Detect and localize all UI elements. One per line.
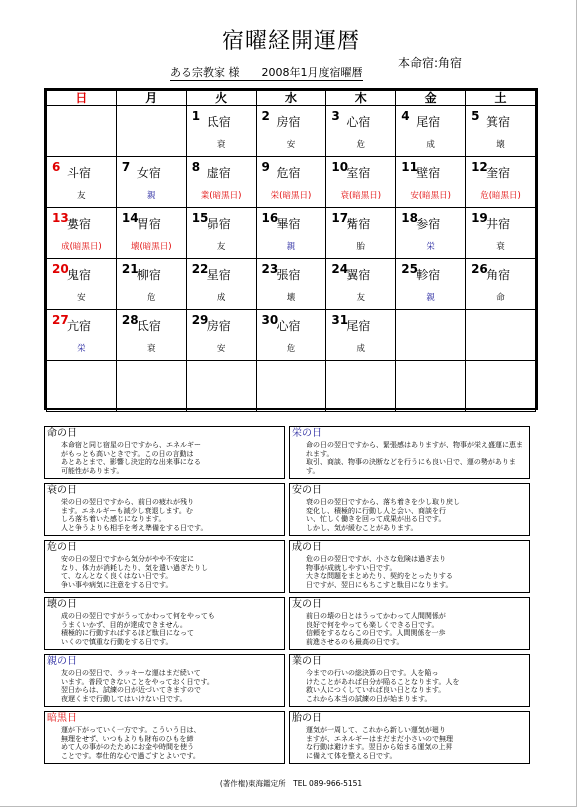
day-number: 5 — [471, 109, 480, 123]
mansion-name: 翼宿 — [346, 268, 371, 282]
day-number: 31 — [331, 313, 349, 327]
calendar-day-cell — [326, 310, 396, 361]
honmei-label: 本命宿:角宿 — [398, 56, 463, 70]
calendar-week — [47, 259, 536, 310]
calendar-week — [47, 208, 536, 259]
mansion-name: 畢宿 — [276, 217, 301, 231]
calendar-day-cell — [47, 361, 117, 412]
calendar-week — [47, 106, 536, 157]
day-fortune: 業(暗黒日) — [200, 191, 242, 201]
day-number: 30 — [261, 313, 279, 327]
day-number: 29 — [191, 313, 209, 327]
calendar-day-cell — [186, 157, 256, 208]
mansion-name: 箕宿 — [486, 115, 511, 129]
mansion-name: 胃宿 — [136, 217, 161, 231]
mansion-name: 軫宿 — [416, 268, 441, 282]
calendar-day-cell — [326, 208, 396, 259]
day-fortune: 成 — [216, 293, 226, 303]
day-number: 24 — [331, 262, 349, 276]
day-fortune: 壊 — [496, 140, 505, 150]
client-subtitle: ある宗教家 様 2008年1月度宿曜暦 — [170, 66, 363, 79]
legend-box — [44, 597, 285, 650]
day-fortune: 壊 — [286, 293, 296, 303]
legend-description: 命の日の翌日ですから、緊張感はありますが、物事が栄え盛運に恵まれます。 取引、商談、物事の決断などを行うにも良い日で、運の勢があります。 — [306, 441, 523, 475]
calendar-week — [47, 157, 536, 208]
calendar-day-cell — [466, 259, 536, 310]
day-fortune: 衰 — [216, 140, 226, 150]
day-number: 28 — [121, 313, 139, 327]
calendar-week — [47, 361, 536, 412]
legend-description: 友の日の翌日で、ラッキーな運はまだ続いて います。普段できないことをやっておく日です。 翌日からは、試練の日が近づいてきますので 夜遅くまで行動してはいけない日です。 — [61, 669, 214, 703]
legend-description: 本命宿と同じ宿星の日ですから、エネルギー がもっとも高いときです。この日の言動は あとあとまで、影響し決定的な出来事になる 可能性があります。 — [61, 441, 201, 475]
legend-box — [289, 540, 530, 593]
day-fortune: 衰(暗黒日) — [340, 191, 382, 201]
day-fortune: 胎 — [356, 242, 366, 252]
day-number: 8 — [191, 160, 201, 174]
legend-box — [44, 540, 285, 593]
legend-box — [289, 711, 530, 764]
calendar-day-cell — [396, 208, 466, 259]
day-fortune: 栄 — [77, 344, 86, 354]
day-fortune: 危(暗黒日) — [480, 191, 521, 201]
day-number: 3 — [331, 109, 340, 123]
day-fortune: 安 — [77, 293, 86, 303]
legend-title: 胎の日 — [292, 713, 322, 724]
day-number: 23 — [261, 262, 279, 276]
mansion-name: 井宿 — [486, 217, 511, 231]
legend-title: 壊の日 — [47, 599, 77, 610]
day-fortune: 友 — [356, 293, 366, 303]
day-number: 26 — [471, 262, 488, 276]
weekday-header: 土 — [466, 91, 536, 106]
day-fortune: 危 — [356, 140, 366, 150]
day-fortune: 命 — [496, 293, 505, 303]
calendar-day-cell — [47, 259, 117, 310]
legend-box — [44, 654, 285, 707]
mansion-name: 女宿 — [136, 166, 161, 180]
legend-title: 栄の日 — [292, 428, 322, 439]
day-number: 22 — [191, 262, 209, 276]
day-fortune: 親 — [426, 293, 435, 303]
mansion-name: 斗宿 — [67, 166, 92, 180]
calendar-day-cell — [396, 259, 466, 310]
day-fortune: 成(暗黒日) — [61, 242, 102, 252]
legend-box — [289, 483, 530, 536]
calendar-day-cell — [256, 157, 326, 208]
calendar-day-cell — [186, 208, 256, 259]
calendar-day-cell — [186, 106, 256, 157]
weekday-header: 水 — [256, 91, 326, 106]
calendar-day-cell — [466, 157, 536, 208]
day-number: 16 — [261, 211, 279, 225]
calendar-day-cell — [466, 208, 536, 259]
calendar-day-cell — [326, 259, 396, 310]
legend-title: 安の日 — [292, 485, 322, 496]
legend-title: 成の日 — [292, 542, 322, 553]
mansion-name: 角宿 — [486, 268, 511, 282]
legend-title: 親の日 — [47, 656, 77, 667]
day-number: 11 — [401, 160, 418, 174]
day-fortune: 安(暗黒日) — [410, 191, 451, 201]
calendar-day-cell — [396, 157, 466, 208]
mansion-name: 奎宿 — [486, 166, 511, 180]
day-number: 15 — [191, 211, 209, 225]
legend-box — [44, 483, 285, 536]
legend-description: 危の日の翌日ですが、小さな危険は過ぎ去り 物事が成就しやすい日です。 大きな問題をまとめたり、契約をとったりする 日ですが、翌日にもちこすと駄目になります。 — [306, 555, 453, 589]
calendar-day-cell — [186, 310, 256, 361]
day-fortune: 親 — [147, 191, 156, 201]
mansion-name: 参宿 — [416, 217, 441, 231]
mansion-name: 柳宿 — [136, 268, 161, 282]
calendar-grid — [44, 88, 538, 410]
day-fortune: 危 — [286, 344, 296, 354]
day-fortune: 親 — [286, 242, 296, 252]
day-fortune: 衰 — [147, 344, 156, 354]
mansion-name: 星宿 — [206, 268, 231, 282]
mansion-name: 張宿 — [276, 268, 301, 282]
legend-box — [44, 426, 285, 479]
day-fortune: 成 — [356, 344, 366, 354]
day-fortune: 栄 — [426, 242, 435, 252]
weekday-header: 月 — [116, 91, 186, 106]
legend-description: 前日の壊の日とはうってかわって人間関係が 良好で何をやっても楽しくできる日です。 信頼をするならこの日です。人間関係を一歩 前進させるのも最高の日です。 — [306, 612, 446, 646]
legend-title: 暗黒日 — [47, 713, 77, 724]
weekday-header: 火 — [186, 91, 256, 106]
legend-description: 運が下がっていく一方です。こういう日は、 無理をせず、いつもよりも財布のひもを締 めて人の事がのたためにお金や時間を使う ことです。奉仕的な心で過ごすとよいです。 — [61, 726, 201, 760]
day-number: 27 — [52, 313, 69, 327]
legend-title: 業の日 — [292, 656, 322, 667]
day-fortune: 壊(暗黒日) — [130, 242, 172, 252]
day-number: 14 — [121, 211, 139, 225]
day-number: 25 — [401, 262, 418, 276]
day-number: 4 — [401, 109, 410, 123]
legend-description: 今までの行いの総決算の日です。人を陥っ けたことがあれば自分が陥ることなります。人を 救い人につくしていれば良い日となります。 これから本当の試練の日が始まります。 — [306, 669, 460, 703]
calendar-day-cell — [396, 310, 466, 361]
calendar-day-cell — [116, 259, 186, 310]
day-fortune: 衰 — [496, 242, 505, 252]
weekday-header: 日 — [47, 91, 117, 106]
day-number: 6 — [52, 160, 61, 174]
legend-title: 衰の日 — [47, 485, 77, 496]
legend-description: 成の日の翌日ですがうってかわって何をやっても うまくいかず、目的が達成できません。 積極的に行動すればするほど駄目になって いくので慎重な行動をする日です。 — [61, 612, 215, 646]
mansion-name: 昴宿 — [206, 217, 231, 231]
calendar-day-cell — [256, 259, 326, 310]
weekday-header: 金 — [396, 91, 466, 106]
mansion-name: 室宿 — [346, 166, 371, 180]
legend-description: 衰の日の翌日ですから、落ち着きを少し取り戻し 変化し、積極的に行動し人と会い、商談を行 い、忙しく働きを回って成果が出る日です。 しかし、気が緩むことがあります。 — [306, 498, 460, 532]
calendar-day-cell — [256, 361, 326, 412]
day-fortune: 栄(暗黒日) — [270, 191, 312, 201]
day-fortune: 友 — [216, 242, 226, 252]
mansion-name: 心宿 — [276, 319, 301, 333]
mansion-name: 婁宿 — [67, 217, 92, 231]
mansion-name: 虚宿 — [206, 166, 231, 180]
legend-description: 安の日の翌日ですから気分がやや不安定に なり、体力が消耗したり、気を遣い過ぎたりし て、なんとなく良くはない日です。 争い事や病気に注意をする日です。 — [61, 555, 208, 589]
day-number: 9 — [261, 160, 270, 174]
calendar-day-cell — [396, 106, 466, 157]
calendar-day-cell — [186, 259, 256, 310]
calendar-day-cell — [116, 157, 186, 208]
calendar-day-cell — [256, 310, 326, 361]
calendar-day-cell — [47, 310, 117, 361]
legend-box — [289, 426, 530, 479]
day-fortune: 友 — [77, 191, 86, 201]
day-number: 7 — [121, 160, 131, 174]
day-fortune: 成 — [426, 140, 435, 150]
calendar-day-cell — [466, 361, 536, 412]
day-number: 1 — [191, 109, 201, 123]
calendar-day-cell — [326, 106, 396, 157]
mansion-name: 尾宿 — [346, 319, 371, 333]
calendar-day-cell — [116, 361, 186, 412]
calendar-day-cell — [116, 208, 186, 259]
calendar-day-cell — [326, 157, 396, 208]
mansion-name: 鬼宿 — [67, 268, 92, 282]
mansion-name: 房宿 — [276, 115, 301, 129]
day-number: 19 — [471, 211, 488, 225]
calendar-day-cell — [47, 106, 117, 157]
day-number: 21 — [121, 262, 139, 276]
weekday-header: 木 — [326, 91, 396, 106]
mansion-name: 危宿 — [276, 166, 301, 180]
legend-description: 運気が一周して、これから新しい運気が廻り ますが、エネルギーはまだまだ小さいので無理 な行動は避けます。翌日から始まる運気の上昇 に備えて体を整える日です。 — [306, 726, 453, 760]
legend-box — [44, 711, 285, 764]
day-fortune: 危 — [147, 293, 156, 303]
mansion-name: 尾宿 — [416, 115, 441, 129]
legend-title: 友の日 — [292, 599, 322, 610]
mansion-name: 壁宿 — [416, 166, 441, 180]
day-number: 2 — [261, 109, 270, 123]
mansion-name: 觜宿 — [346, 217, 371, 231]
calendar-day-cell — [116, 310, 186, 361]
day-fortune: 安 — [286, 140, 296, 150]
day-number: 20 — [52, 262, 69, 276]
calendar-day-cell — [256, 208, 326, 259]
legend-box — [289, 597, 530, 650]
calendar-day-cell — [396, 361, 466, 412]
mansion-name: 氐宿 — [206, 115, 231, 129]
calendar-week — [47, 310, 536, 361]
legend-title: 危の日 — [47, 542, 77, 553]
mansion-name: 房宿 — [206, 319, 231, 333]
day-number: 13 — [52, 211, 69, 225]
day-number: 18 — [401, 211, 418, 225]
calendar-day-cell — [186, 361, 256, 412]
calendar-day-cell — [326, 361, 396, 412]
legend-title: 命の日 — [47, 428, 77, 439]
legend-description: 栄の日の翌日ですから、前日の疲れが残り ます。エネルギーも減少し衰退します。む しろ落ち着いた感じになります。 人と争うよりも相手を考え準備をする日です。 — [61, 498, 208, 532]
calendar-day-cell — [256, 106, 326, 157]
mansion-name: 氐宿 — [136, 319, 161, 333]
calendar-day-cell — [116, 106, 186, 157]
mansion-name: 心宿 — [346, 115, 371, 129]
day-fortune: 安 — [216, 344, 226, 354]
day-number: 17 — [331, 211, 349, 225]
calendar-day-cell — [466, 106, 536, 157]
page-title: 宿曜経開運暦 — [221, 29, 360, 54]
day-number: 12 — [471, 160, 488, 174]
legend-box — [289, 654, 530, 707]
calendar-day-cell — [466, 310, 536, 361]
mansion-name: 亢宿 — [67, 319, 92, 333]
copyright-footer: (著作権)東海鑑定所 TEL 089-966-5151 — [219, 779, 363, 788]
fortune-legend — [44, 426, 538, 764]
calendar-day-cell — [47, 157, 117, 208]
calendar-day-cell — [47, 208, 117, 259]
day-number: 10 — [331, 160, 349, 174]
